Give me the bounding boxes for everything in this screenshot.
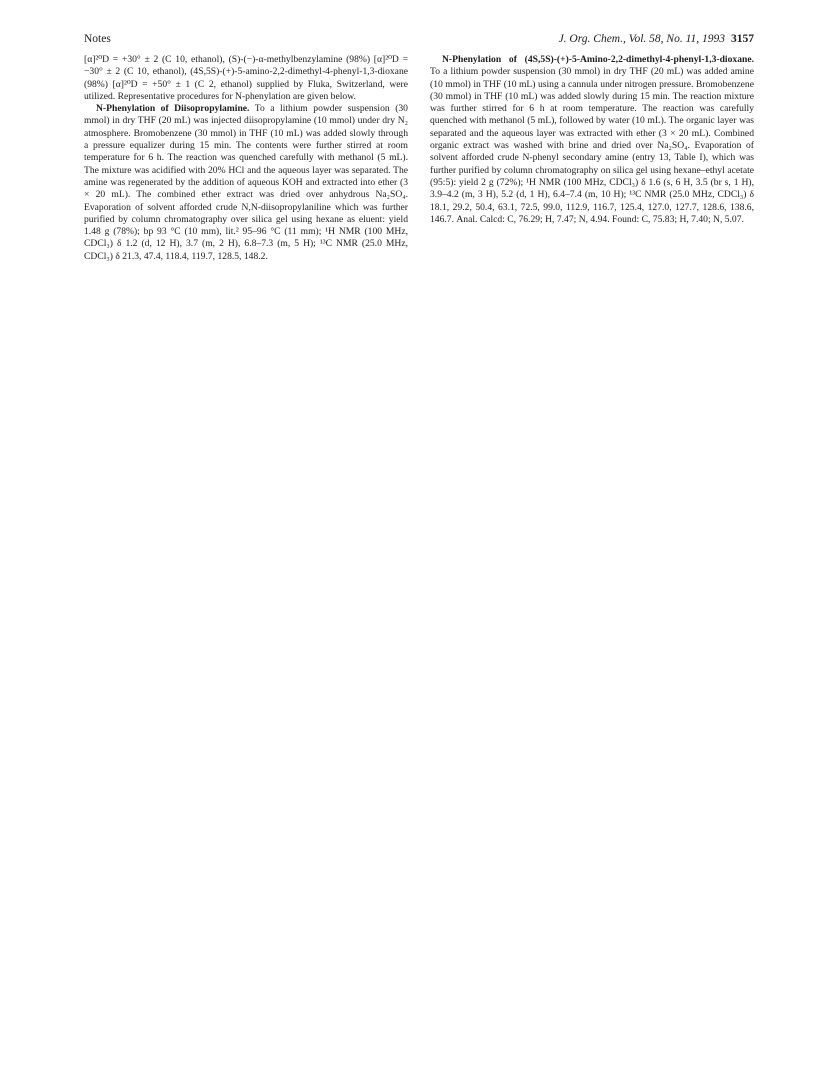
journal-reference: J. Org. Chem., Vol. 58, No. 11, 1993 (558, 33, 725, 45)
procedure-paragraph-dioxane (430, 54, 754, 226)
procedure-paragraph-diisopropylamine (84, 103, 408, 263)
left-column (84, 54, 408, 263)
section-title: Notes (84, 33, 111, 45)
intro-paragraph: [α]²⁰D = +30° ± 2 (C 10, ethanol), (S)-(−)-α-methylbenzylamine (98%) [α]²⁰D = −30° ± 2 (C 10, ethanol), (4S,5S)-(+)-5-amino-2,2-dimethyl-4-phenyl-1,3-dioxane (98%) [α]²⁰D = +50° ± 1 (C 2, ethanol) supplied by Fluka, Switzerland, were utilized. Representative procedures for N-phenylation are given below. (84, 54, 408, 102)
journal-citation (559, 33, 754, 45)
procedure-heading-diisopropylamine: N-Phenylation of Diisopropylamine. (96, 103, 250, 115)
procedure-text-diisopropylamine: To a lithium powder suspension (30 mmol) in dry THF (20 mL) was injected diisopropylamine (10 mmol) under dry N₂ atmosphere. Bromobenzene (30 mmol) in THF (10 mL) was added slowly through a pressure equalizer during 15 min. The contents were further stirred at room temperature for 6 h. The reaction was quenched carefully with methanol (5 mL). The mixture was acidified with 20% HCl and the aqueous layer was separated. The amine was regenerated by the addition of aqueous KOH and extracted into ether (3 × 20 mL). The combined ether extract was dried over anhydrous Na₂SO₄. Evaporation of solvent afforded crude N,N-diisopropylaniline which was further purified by column chromatography over silica gel using hexane as eluent: yield 1.48 g (78%); bp 93 °C (10 mm), lit.² 95–96 °C (11 mm); ¹H NMR (100 MHz, CDCl₃) δ 1.2 (d, 12 H), 3.7 (m, 2 H), 6.8–7.3 (m, 5 H); ¹³C NMR (25.0 MHz, CDCl₃) δ 21.3, 47.4, 118.4, 119.7, 128.5, 148.2. (84, 103, 408, 262)
right-column (430, 54, 754, 226)
procedure-text-dioxane: To a lithium powder suspension (30 mmol) in dry THF (20 mL) was added amine (10 mmol) in THF (10 mL) using a cannula under nitrogen pressure. Bromobenzene (30 mmol) in THF (10 mL) was added slowly during 15 min. The reaction mixture was further stirred for 6 h at room temperature. The reaction was carefully quenched with methanol (5 mL), followed by water (10 mL). The organic layer was separated and the aqueous layer was extracted with ether (3 × 20 mL). Combined organic extract was washed with brine and dried over Na₂SO₄. Evaporation of solvent afforded crude N-phenyl secondary amine (entry 13, Table I), which was further purified by column chromatography on silica gel using hexane–ethyl acetate (95:5): yield 2 g (72%); ¹H NMR (100 MHz, CDCl₃) δ 1.6 (s, 6 H, 3.5 (br s, 1 H), 3.9–4.2 (m, 3 H), 5.2 (d, 1 H), 6.4–7.4 (m, 10 H); ¹³C NMR (25.0 MHz, CDCl₃) δ 18.1, 29.2, 50.4, 63.1, 72.5, 99.0, 112.9, 116.7, 125.4, 127.0, 127.7, 128.6, 138.6, 146.7. Anal. Calcd: C, 76.29; H, 7.47; N, 4.94. Found: C, 75.83; H, 7.40; N, 5.07. (430, 66, 754, 225)
running-header (84, 33, 754, 53)
procedure-heading-dioxane: N-Phenylation of (4S,5S)-(+)-5-Amino-2,2-dimethyl-4-phenyl-1,3-dioxane. (442, 54, 754, 65)
page-number: 3157 (731, 33, 754, 45)
